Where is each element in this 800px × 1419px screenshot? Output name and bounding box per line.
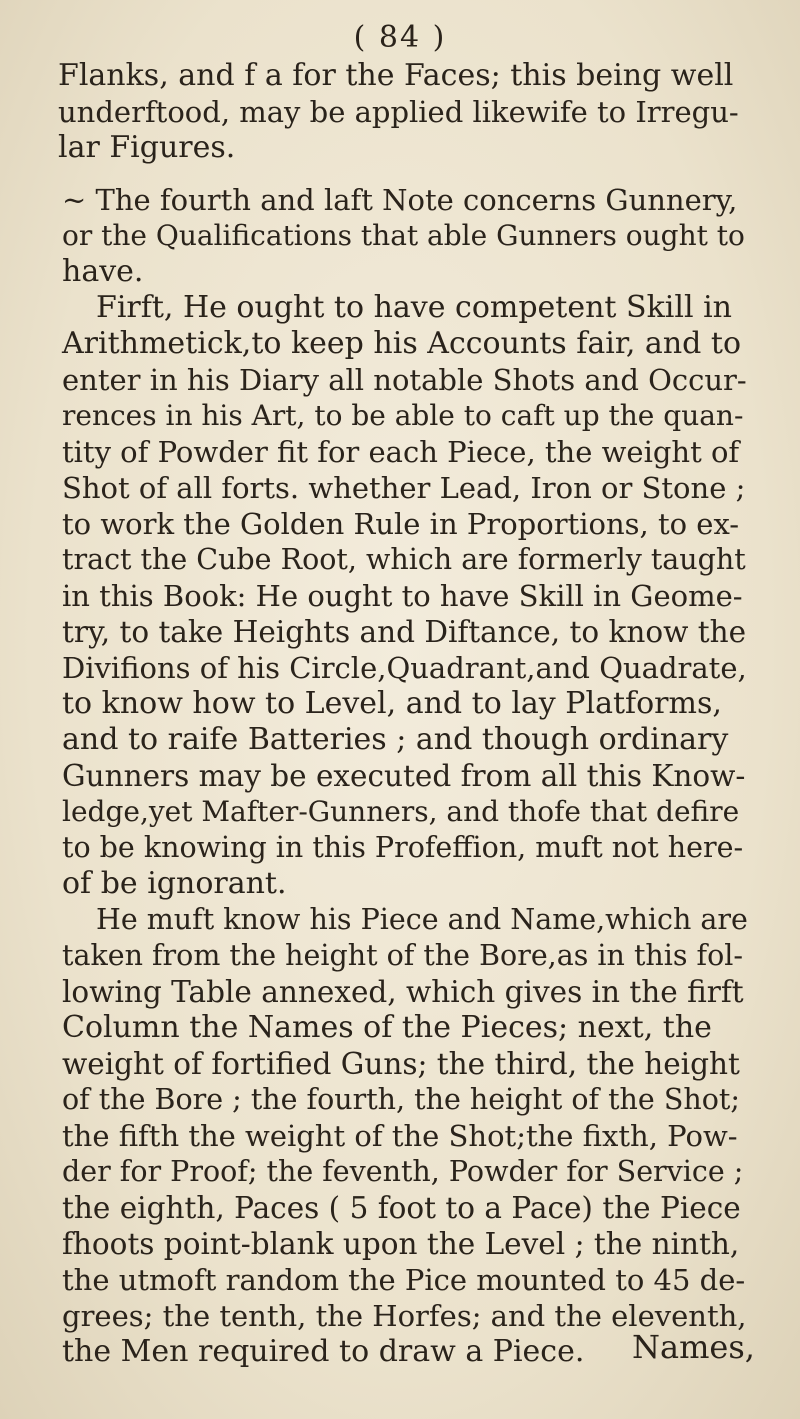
text-line: Arithmetick,to keep his Accounts fair, and to (62, 326, 741, 361)
text-line: have. (62, 254, 144, 289)
text-line: der for Proof; the feventh, Powder for Service ; (62, 1155, 744, 1188)
text-line: try, to take Heights and Diftance, to know the (62, 615, 747, 649)
text-line: to be knowing in this Profeffion, muft not here- (62, 831, 744, 864)
catchword: Names, (632, 1328, 755, 1366)
text-line: lowing Table annexed, which gives in the firft (62, 975, 744, 1009)
text-line: of be ignorant. (62, 866, 287, 901)
text-line: or the Qualifications that able Gunners ought to (62, 219, 745, 252)
text-line: Shot of all forts. whether Lead, Iron or Stone ; (62, 471, 746, 505)
text-line: to know how to Level, and to lay Platforms, (62, 686, 722, 721)
text-line: tract the Cube Root, which are formerly taught (62, 543, 746, 576)
text-line: of the Bore ; the fourth, the height of the Shot; (62, 1083, 740, 1116)
text-line: rences in his Art, to be able to caft up the quan- (62, 399, 744, 432)
text-line: the eighth, Paces ( 5 foot to a Pace) the Piece (62, 1191, 741, 1225)
text-line: grees; the tenth, the Horfes; and the eleventh, (62, 1299, 747, 1333)
text-line: ~ The fourth and laft Note concerns Gunnery, (62, 183, 738, 217)
text-line: taken from the height of the Bore,as in this fol- (62, 939, 744, 972)
text-line: fhoots point-blank upon the Level ; the ninth, (62, 1227, 740, 1261)
text-line: Gunners may be executed from all this Know- (62, 759, 746, 793)
page-number: ( 84 ) (353, 20, 447, 55)
text-line: lar Figures. (58, 130, 236, 165)
text-line: enter in his Diary all notable Shots and Occur- (62, 363, 747, 397)
text-line: underftood, may be applied likewife to Irregu- (58, 95, 739, 129)
text-line: and to raife Batteries ; and though ordinary (62, 722, 729, 757)
text-line: Firft, He ought to have competent Skill in (96, 290, 732, 325)
text-line: ledge,yet Mafter-Gunners, and thofe that defire (62, 795, 740, 828)
text-line: Column the Names of the Pieces; next, the (62, 1010, 712, 1045)
text-line: weight of fortified Guns; the third, the height (62, 1047, 740, 1081)
text-line: Flanks, and f a for the Faces; this being well (58, 58, 734, 93)
text-line: the fifth the weight of the Shot;the fixth, Pow- (62, 1119, 738, 1153)
text-line: the Men required to draw a Piece. (62, 1334, 585, 1369)
text-line: to work the Golden Rule in Proportions, to ex- (62, 507, 740, 541)
text-line: the utmoft random the Pice mounted to 45 de- (62, 1263, 746, 1297)
text-line: in this Book: He ought to have Skill in Geome- (62, 579, 743, 613)
text-line: He muft know his Piece and Name,which are (96, 903, 748, 936)
text-line: tity of Powder fit for each Piece, the weight of (62, 435, 740, 469)
text-line: Divifions of his Circle,Quadrant,and Quadrate, (62, 651, 747, 685)
